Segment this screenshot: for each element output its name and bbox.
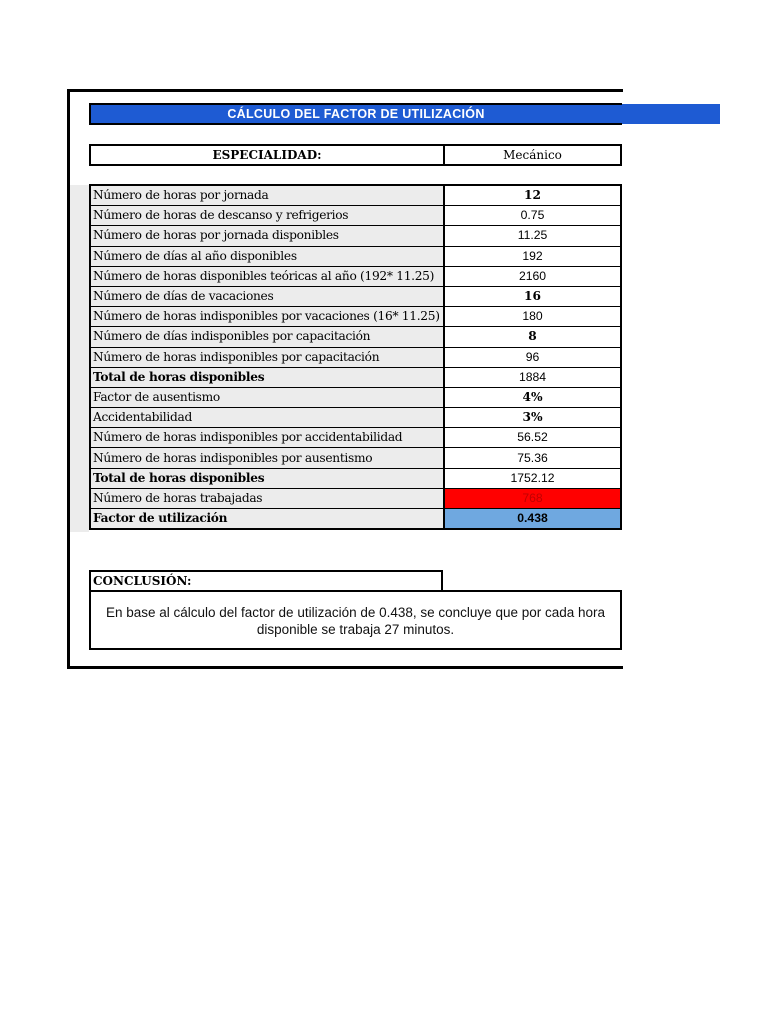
row-value[interactable]: 1884 (444, 367, 621, 387)
table-row (90, 185, 621, 206)
row-label: Número de días al año disponibles (90, 246, 444, 266)
row-value[interactable]: 75.36 (444, 448, 621, 468)
table-row (90, 367, 621, 387)
row-value[interactable]: 0.75 (444, 206, 621, 226)
row-value[interactable]: 3% (444, 408, 621, 428)
specialty-row (89, 144, 622, 166)
worked-hours-value[interactable]: 768 (444, 488, 621, 508)
row-value[interactable]: 11.25 (444, 226, 621, 246)
row-label: Total de horas disponibles (90, 468, 444, 488)
row-value[interactable]: 192 (444, 246, 621, 266)
row-label: Factor de ausentismo (90, 387, 444, 407)
row-label: Número de horas disponibles teóricas al año (192* 11.25) (90, 266, 444, 286)
table-row (90, 488, 621, 508)
conclusion-label: CONCLUSIÓN: (89, 570, 443, 592)
row-value[interactable]: 56.52 (444, 428, 621, 448)
row-label: Número de horas de descanso y refrigerios (90, 206, 444, 226)
table-row (90, 246, 621, 266)
table-row (90, 327, 621, 347)
table-row (90, 266, 621, 286)
table-row (90, 509, 621, 530)
row-value[interactable]: 96 (444, 347, 621, 367)
utilization-factor-value[interactable]: 0.438 (444, 509, 621, 530)
table-row (90, 468, 621, 488)
table-row (90, 347, 621, 367)
row-label: Número de horas trabajadas (90, 488, 444, 508)
row-label: Número de días indisponibles por capacitación (90, 327, 444, 347)
page-title: CÁLCULO DEL FACTOR DE UTILIZACIÓN (227, 107, 485, 121)
table-row (90, 206, 621, 226)
row-value[interactable]: 1752.12 (444, 468, 621, 488)
calculation-table (89, 184, 622, 530)
table-row (90, 387, 621, 407)
row-label: Número de horas indisponibles por vacaciones (16* 11.25) (90, 307, 444, 327)
table-row (90, 226, 621, 246)
table-row (90, 307, 621, 327)
row-header-shade (70, 185, 89, 532)
row-label: Total de horas disponibles (90, 367, 444, 387)
row-label: Número de horas indisponibles por ausentismo (90, 448, 444, 468)
row-label: Accidentabilidad (90, 408, 444, 428)
row-label: Número de días de vacaciones (90, 286, 444, 306)
row-value[interactable]: 180 (444, 307, 621, 327)
specialty-label: ESPECIALIDAD: (91, 146, 445, 164)
row-value[interactable]: 16 (444, 286, 621, 306)
row-value[interactable]: 2160 (444, 266, 621, 286)
row-label: Número de horas indisponibles por capacitación (90, 347, 444, 367)
row-label: Factor de utilización (90, 509, 444, 530)
table-row (90, 286, 621, 306)
table-row (90, 428, 621, 448)
table-row (90, 448, 621, 468)
table-row (90, 408, 621, 428)
row-label: Número de horas por jornada (90, 185, 444, 206)
row-label: Número de horas por jornada disponibles (90, 226, 444, 246)
row-value[interactable]: 4% (444, 387, 621, 407)
row-value[interactable]: 8 (444, 327, 621, 347)
conclusion-text[interactable]: En base al cálculo del factor de utilización de 0.438, se concluye que por cada hora disponible se trabaja 27 minutos. (89, 590, 622, 650)
row-value[interactable]: 12 (444, 185, 621, 206)
row-label: Número de horas indisponibles por accidentabilidad (90, 428, 444, 448)
specialty-value[interactable]: Mecánico (503, 148, 562, 162)
